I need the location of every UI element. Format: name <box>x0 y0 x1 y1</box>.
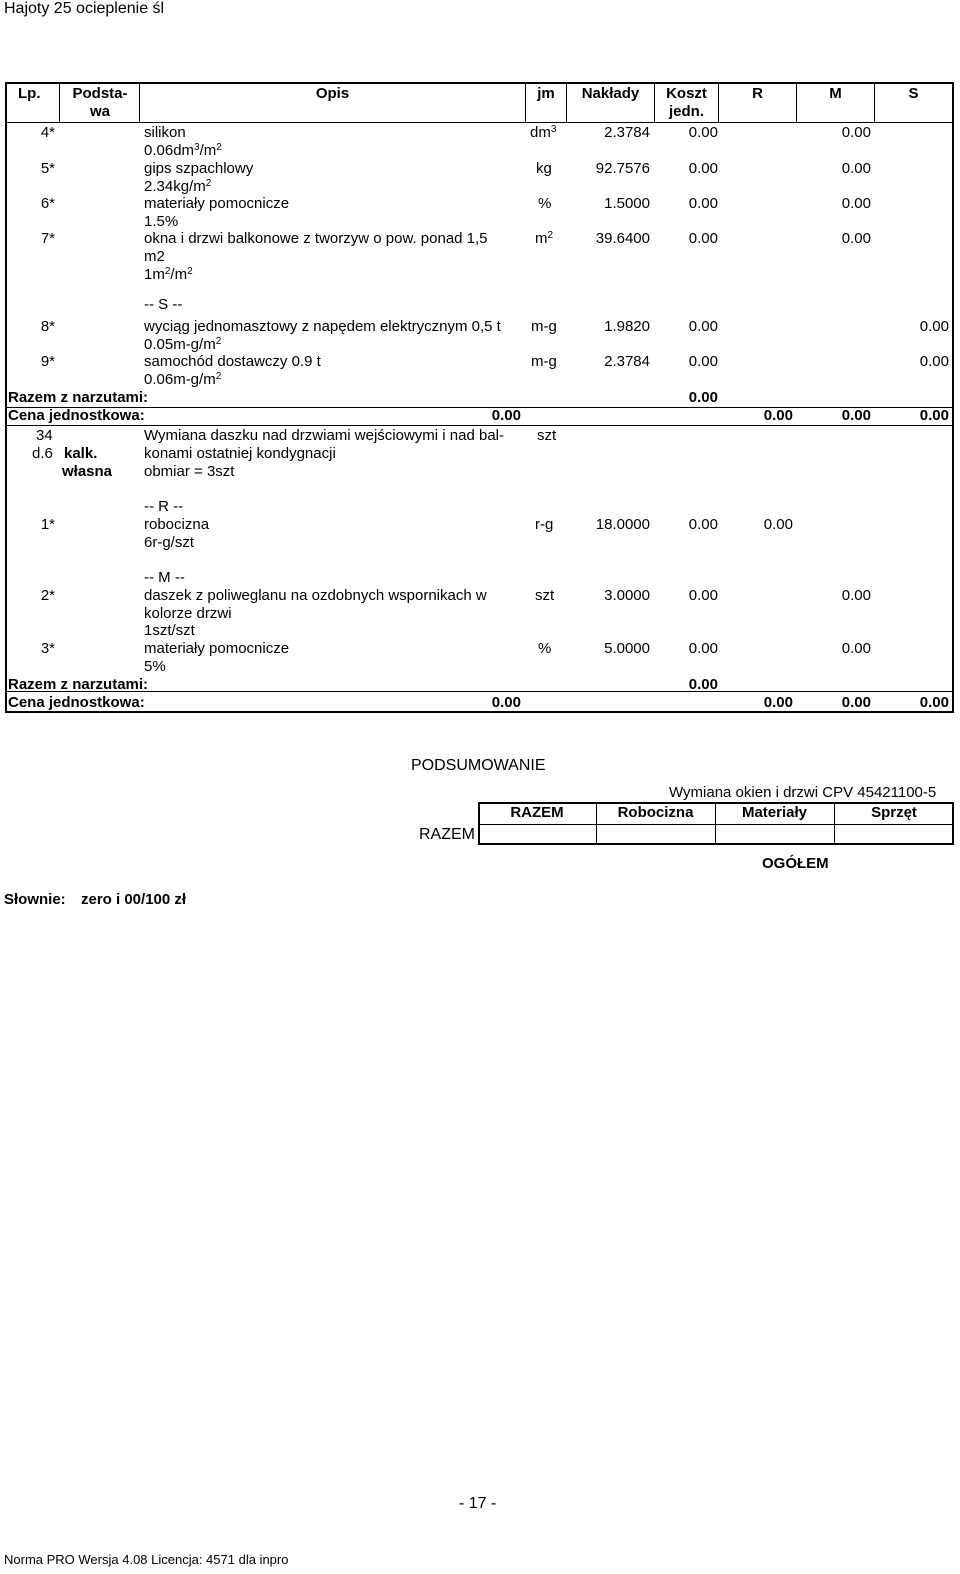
row-lp: 6* <box>40 195 55 212</box>
row-lp: 8* <box>40 318 55 335</box>
row-m: 0.00 <box>841 640 871 657</box>
row-name: materiały pomocnicze <box>144 640 290 657</box>
row-norm: 6r-g/szt <box>144 534 195 551</box>
row-naklady: 18.0000 <box>595 516 650 533</box>
slownie-value: zero i 00/100 zł <box>81 891 187 908</box>
position-number-2: d.6 <box>32 445 53 462</box>
row-name-cont: kolorze drzwi <box>144 605 232 622</box>
row-jm: % <box>538 195 552 212</box>
page-number: - 17 - <box>459 1495 497 1512</box>
summary-header-sprzet: Sprzęt <box>871 804 917 821</box>
row-norm: $2.34kg/m^2$ <box>144 178 212 195</box>
row-lp: 3* <box>40 640 55 657</box>
slownie-label: Słownie: <box>4 891 66 908</box>
position-basis-2: własna <box>62 463 113 480</box>
header-podstawa-2: wa <box>89 103 110 120</box>
row-s: 0.00 <box>919 353 949 370</box>
row-norm: 1szt/szt <box>144 622 195 639</box>
row-naklady: 39.6400 <box>595 230 650 247</box>
header-koszt-1: Koszt <box>666 85 707 102</box>
row-jm: $m^2$ <box>535 230 554 247</box>
position-description: Wymiana daszku nad drzwiami wejściowymi i nad bal- <box>144 427 504 444</box>
row-name: okna i drzwi balkonowe z tworzyw o pow. ponad 1,5 <box>144 230 488 247</box>
row-koszt: 0.00 <box>688 160 718 177</box>
row-naklady: 3.0000 <box>604 587 650 604</box>
summary-header-materialy: Materiały <box>741 804 808 821</box>
row-jm: $dm^3$ <box>530 124 557 141</box>
row-divider <box>5 425 953 426</box>
header-lp: Lp. <box>18 85 41 102</box>
row-lp: 1* <box>40 516 55 533</box>
row-norm: 1.5% <box>144 213 179 230</box>
row-lp: 4* <box>40 124 55 141</box>
row-naklady: 2.3784 <box>604 353 650 370</box>
header-jm: jm <box>537 85 555 102</box>
row-jm: szt <box>535 587 555 604</box>
row-jm: kg <box>536 160 552 177</box>
position-description-cont: konami ostatniej kondygnacji <box>144 445 336 462</box>
row-lp: 5* <box>40 160 55 177</box>
row-naklady: 1.9820 <box>604 318 650 335</box>
table-header-border <box>5 122 953 123</box>
table-left-border <box>5 82 7 713</box>
row-name-cont: m2 <box>144 248 165 265</box>
row-koszt: 0.00 <box>688 587 718 604</box>
row-m: 0.00 <box>841 160 871 177</box>
header-podstawa-1: Podsta- <box>72 85 128 102</box>
table-right-border <box>952 82 954 713</box>
cena-label: Cena jednostkowa: <box>8 694 145 711</box>
razem-label: Razem z narzutami: <box>8 389 149 406</box>
row-norm: $1m^2/m^2$ <box>144 266 193 283</box>
header-m: M <box>829 85 842 102</box>
row-norm: $0.06dm^3/m^2$ <box>144 142 222 159</box>
row-name: materiały pomocnicze <box>144 195 290 212</box>
summary-title: PODSUMOWANIE <box>411 757 546 774</box>
row-name: daszek z poliweglanu na ozdobnych wspornikach w <box>144 587 487 604</box>
row-jm: r-g <box>535 516 554 533</box>
row-norm: $0.06m-g/m^2$ <box>144 371 222 388</box>
header-naklady: Nakłady <box>581 85 640 102</box>
cena-m: 0.00 <box>841 407 871 424</box>
row-koszt: 0.00 <box>688 318 718 335</box>
section-header-m: -- M -- <box>144 569 185 586</box>
summary-total-label: OGÓŁEM <box>762 855 829 872</box>
position-jm: szt <box>537 427 557 444</box>
row-m: 0.00 <box>841 587 871 604</box>
cena-s: 0.00 <box>919 407 949 424</box>
row-name: wyciąg jednomasztowy z napędem elektrycznym 0,5 t <box>144 318 501 335</box>
cena-s: 0.00 <box>919 694 949 711</box>
razem-label: Razem z narzutami: <box>8 676 149 693</box>
row-naklady: 5.0000 <box>604 640 650 657</box>
section-header-s: -- S -- <box>144 296 183 313</box>
summary-header-razem: RAZEM <box>510 804 564 821</box>
row-m: 0.00 <box>841 124 871 141</box>
license-note: Norma PRO Wersja 4.08 Licencja: 4571 dla inpro <box>4 1552 289 1567</box>
row-name: gips szpachlowy <box>144 160 254 177</box>
row-koszt: 0.00 <box>688 124 718 141</box>
summary-table <box>478 802 954 845</box>
razem-value: 0.00 <box>688 389 718 406</box>
document-title: Hajoty 25 ocieplenie śl <box>4 0 165 17</box>
cena-m: 0.00 <box>841 694 871 711</box>
summary-border <box>478 824 954 825</box>
row-norm: 5% <box>144 658 166 675</box>
summary-header-robocizna: Robocizna <box>617 804 694 821</box>
position-basis-1: kalk. <box>64 445 98 462</box>
row-naklady: 92.7576 <box>595 160 650 177</box>
header-r: R <box>752 85 763 102</box>
row-norm: $0.05m-g/m^2$ <box>144 336 222 353</box>
cena-label: Cena jednostkowa: <box>8 407 145 424</box>
position-obmiar: obmiar = 3szt <box>144 463 235 480</box>
row-koszt: 0.00 <box>688 640 718 657</box>
row-name: robocizna <box>144 516 210 533</box>
position-number: 34 <box>36 427 53 444</box>
summary-subtitle: Wymiana okien i drzwi CPV 45421100-5 <box>669 784 937 801</box>
table-top-border <box>5 82 953 84</box>
row-koszt: 0.00 <box>688 353 718 370</box>
row-r: 0.00 <box>763 516 793 533</box>
summary-border <box>478 843 954 845</box>
cena-r: 0.00 <box>763 694 793 711</box>
row-naklady: 1.5000 <box>604 195 650 212</box>
row-m: 0.00 <box>841 230 871 247</box>
row-lp: 2* <box>40 587 55 604</box>
razem-value: 0.00 <box>688 676 718 693</box>
row-name: samochód dostawczy 0.9 t <box>144 353 321 370</box>
row-jm: m-g <box>531 353 557 370</box>
cena-value: 0.00 <box>491 407 521 424</box>
header-koszt-2: jedn. <box>668 103 704 120</box>
row-name: silikon <box>144 124 186 141</box>
row-m: 0.00 <box>841 195 871 212</box>
row-naklady: 2.3784 <box>604 124 650 141</box>
row-lp: 7* <box>40 230 55 247</box>
header-s: S <box>908 85 919 102</box>
row-koszt: 0.00 <box>688 230 718 247</box>
row-koszt: 0.00 <box>688 195 718 212</box>
row-s: 0.00 <box>919 318 949 335</box>
cena-r: 0.00 <box>763 407 793 424</box>
summary-row-label: RAZEM <box>419 826 475 843</box>
row-jm: m-g <box>531 318 557 335</box>
row-jm: % <box>538 640 552 657</box>
row-lp: 9* <box>40 353 55 370</box>
section-header-r: -- R -- <box>144 498 184 515</box>
row-koszt: 0.00 <box>688 516 718 533</box>
header-opis: Opis <box>315 85 350 102</box>
cena-value: 0.00 <box>491 694 521 711</box>
